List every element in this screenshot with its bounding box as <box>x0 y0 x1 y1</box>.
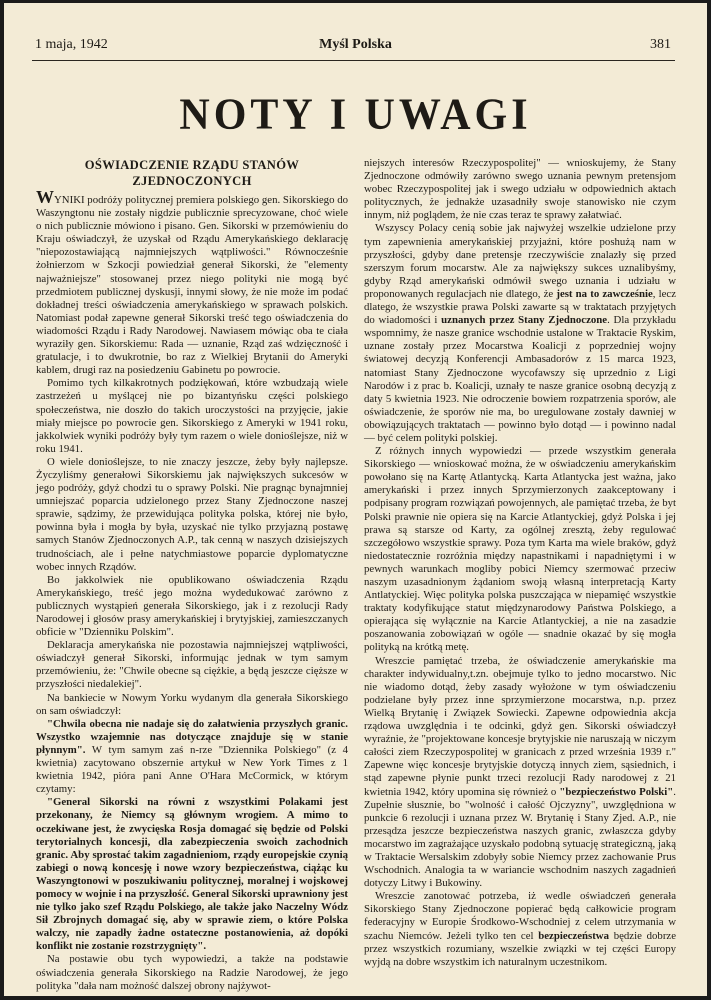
paragraph-text: będzie dobrze przez wszystkich rozumiany, wszelkie związki w tej części Europy wyjdą na dobre wszystkim ich naturalnym uczestnikom. <box>364 929 676 968</box>
paragraph <box>36 718 348 797</box>
paragraph-text: Wreszcie pamiętać trzeba, że oświadczenie amerykańskie ma charakter indywidualny,t.zn. obejmuje tylko to jedno mocarstwo. Nic nie wiadomo dotąd, żeby zasady wyłożone w tym oświadczeniu podzielane były przez inne sprzymierzone mocarstwa, n.p. przez Wielką Brytanię i Związek Sowiecki. Zapewne odpowiednia akcja rządowa uwzględnia i te odcinki, gdyż gen. Sikorski oświadczył wyraźnie, że "projektowane koncesje brytyjskie nie naruszają w niczym całości ziem Rzeczypospolitej w granicach z przed września 1939 r." Zapewne więc koncesje brytyjskie dotyczą innych ziem, sąsiednich, i stąd zapewne płynie punkt trzeci rezolucji Rady narodowej z 21 kwietnia 1942, który upomina się również o <box>364 654 676 798</box>
paragraph-text: . Dla przykładu wspomnimy, że nasze granice wschodnie ustalone w Traktacie Ryskim, uznane zostały przez Mocarstwa Koalicji z poprzedniej wojny światowej decyzją Konferencji Ambasadorów z 15 marca 1923, natomiast Stany Zjednoczone wycofawszy się uprzednio z Ligi Narodów i z prac b. Koalicji, uznały te nasze granice osobną decyzją z daty 5 kwietnia 1923. Nie odroczenie bowiem rozpatrzenia sporów, ale oświadczenie, że sporów nie ma, bo uregulowane zostały dawniej w obowiązujących traktatach — powinno było dotąd — i powinno nadal — być celem polityki polskiej. <box>364 314 677 444</box>
bold-quote-paragraph: "General Sikorski na równi z wszystkimi Polakami jest przekonany, że Niemcy są głównym wrogiem. A mimo to oczekiwane jest, że zwycięska Rosja domagać się będzie od Polski terytorialnych koncesji, dla zabezpieczenia swoich zachodnich granic. Aby sprostać takim zagadnieniom, rządy europejskie czynią zabiegi o nową koncesję i nowe wzory bezpieczeństwa, ciążąc ku Waszyngtonowi w poszukiwaniu politycznej, moralnej i wojskowej pomocy w wojnie i na przyszłość. General Sikorski uprawniony jest nie tylko jako szef Rządu Polskiego, ale także jako Naczelny Wódz Sił Zbrojnych domagać się, aby w sprawie ziem, o które Polska walczy, nie zapadły żadne ostateczne postanowienia, aż dopóki konflikt nie zostanie rozstrzygnięty". <box>36 796 348 953</box>
section-heading-line2: ZJEDNOCZONYCH <box>132 174 252 188</box>
paragraph-text: Wreszcie zanotować potrzeba, iż wedle oświadczeń generała Sikorskiego Stany Zjednoczone popierać będą całkowicie program federacyjny w Europie Środkowo-Wschodniej z celem utrzymania w szachu Niemców. Jeżeli tylko ten cel <box>364 890 676 942</box>
paragraph-text: . Zupełnie słusznie, bo "wolność i całość Ojczyzny", uwzględniona w punkcie 6 rezolucji i uznana przez W. Brytanię i Stany Zjed. A.P., nie przesądza jeszcze bezpieczeństwa naszych granic, zwłaszcza gdyby mocarstwo im zagrażające uzyskało podobną sytuację strategiczną, jaką w Traktacie Wersalskim zdobyły sobie Niemcy przez zachowanie Prus Wschodnich. Analogia ta w wariancie wschodnim naszych zagadnień dotyczy Litwy i Bukowiny. <box>364 785 676 890</box>
bold-phrase: jest na to zawcześnie <box>556 287 653 300</box>
bold-phrase: bezpieczeństwa <box>538 929 609 942</box>
paragraph: Deklaracja amerykańska nie pozostawia najmniejszej wątpliwości, oświadczył generał Sikorski, informując jednak w tym samym przemówieniu, że: "Chwile obecne są ciężkie, a będą jeszcze cięższe w przyszłości niedalekiej". <box>36 639 348 691</box>
paragraph-text: W tym samym zaś n-rze "Dziennika Polskiego" (z 4 kwietnia) zacytowano obszernie artykuł w New York Times z 1 kwietnia 1942, pióra pani Anne O'Hara McCormick, w którym czytamy: <box>36 743 348 796</box>
paragraph: niejszych interesów Rzeczypospolitej" — wnioskujemy, że Stany Zjednoczone odmówiły zarówno swego uznania pewnym pretensjom wobec Rzeczypospolitej jak i swego udziału w odpowiednich aktach politycznych, że jednakże uzasadniły swoje stanowisko nie czym innym, niż poglądem, że nie czas teraz te sprawy załatwiać. <box>364 157 676 222</box>
paragraph <box>364 890 676 969</box>
left-column <box>36 157 348 993</box>
bold-phrase: uznanych przez Stany Zjednoczone <box>441 314 608 327</box>
section-heading-line1: OŚWIADCZENIE RZĄDU STANÓW <box>84 158 300 172</box>
bold-quote: "Chwila obecna nie nadaje się do załatwienia przyszłych granic. Wszystko wzajemnie nas dotyczące znajduje się w stanie płynnym". <box>36 717 348 756</box>
paragraph: Z różnych innych wypowiedzi — przede wszystkim generała Sikorskiego — wnioskować można, że w oświadczeniu amerykańskim powołano się na Kartę Atlantycką. Karta Atlantycka jest ważna, jako amerykański i przez innych Sprzymierzonych zaakceptowany i podpisany program rozwiązań powojennych, ale pamiętać trzeba, że byt Polski prawnie nie opiera się na Karcie Atlantyckiej, gdyż Polska i jej prawa są starsze od Karty, za ogólnej zresztą, żeby regulować szczegółowo wszystkie sprawy. Poza tym Karta ma wiele braków, gdyż niedostatecznie rozróżnia między napastnikami i napadniętymi i w pewnych warunkach mogliby pobici Niemcy szermować przeciw naszym uzasadnionym żądaniom swoją własną interpretacją Karty Antlatyckiej. Więc polityka polska puszczająca w niepamięć wszystkie traktaty kodyfikujące statut międzynarodowy Państwa Polskiego, a opierająca się wyłącznie na Karcie Atlantyckiej, a nie na zasadzie poszanowania zobowiązań w ogóle — snadnie okazać by się mogła polityką na krótką metę. <box>364 445 676 654</box>
magazine-page <box>4 3 707 996</box>
page-number: 381 <box>650 37 671 52</box>
issue-date: 1 maja, 1942 <box>35 37 108 52</box>
page-title: NOTY I UWAGI <box>179 90 532 140</box>
paragraph: Na bankiecie w Nowym Yorku wydanym dla generała Sikorskiego on sam oświadczył: <box>36 691 348 717</box>
publication-name: Myśl Polska <box>319 37 392 52</box>
paragraph: Bo jakkolwiek nie opublikowano oświadczenia Rządu Amerykańskiego, treść jego można wydedukować zarówno z publicznych wystąpień generała Sikorskiego, jak i z rezolucji Rady Narodowej i głosów prasy amerykańskiej i brytyjskiej, zamieszczanych obficie w "Dzienniku Polskim". <box>36 573 348 639</box>
header-rule <box>32 60 675 61</box>
paragraph-text: , lecz dlatego, że wszystkie prawa Polski zawarte są w traktatach przyjętych do wiadomości i <box>364 287 676 327</box>
paragraph <box>36 187 348 377</box>
drop-cap: W <box>36 187 54 207</box>
right-column <box>364 157 676 969</box>
section-heading <box>36 157 348 189</box>
paragraph: Pomimo tych kilkakrotnych podziękowań, które wzbudzają wiele zastrzeżeń u myślącej nie po bizantyńsku części polskiego społeczeństwa, nie doszło do takich uroczystości na przyjęcie, jakie miały miejsce po powrocie gen. Sikorskiego z Ameryki w 1941 roku, jakkolwiek wyniki podróży były tym razem o wiele donioślejsze, niż w roku 1941. <box>36 377 348 455</box>
paragraph: O wiele donioślejsze, to nie znaczy jeszcze, żeby były najlepsze. Życzyliśmy generałowi Sikorskiemu jak największych sukcesów w jego podróży, gdyż chodzi tu o sprawy Polski. Nie pragnąc bynajmniej umniejszać poparcia udzielonego przez Stany Zjednoczone naszej sprawie, sądzimy, że przewidująca polityka polska, której nie było, powinna była i mogła by była, uzyskać nie tylko przyjazną postawę samych Stanów Zjednoczonych A.P., tak cenną w naszych dzisiejszych trudnościach, ale i pełne natychmiastowe poparcie dyplomatyczne wobec innych Rządów. <box>36 455 348 573</box>
paragraph <box>364 222 676 445</box>
paragraph: Na postawie obu tych wypowiedzi, a także na podstawie oświadczenia generała Sikorskiego na Radzie Narodowej, że jego polityka "dała nam możność dalszej obrony najżywot- <box>36 953 348 992</box>
bold-phrase: "bezpieczeństwo Polski" <box>559 785 674 798</box>
paragraph-text: YNIKI podróży politycznej premiera polskiego gen. Sikorskiego do Waszyngtonu nie zostały nigdzie publicznie sprecyzowane, choć wiele o nich publicznie mówiono i pisano. Gen. Sikorski w przemówieniu do Kraju oświadczył, że uzyskał od Rządu Amerykańskiego deklarację "niepozostawiającą najmniejszych wątpliwości." Równocześnie żołnierzom w Szkocji powiedział generał Sikorski, że "elementy najważniejsze" stosowanej przez niego polityki nie mogą być przedmiotem publicznej dyskusji, innymi słowy, że nie może im podać dokładnej treści oświadczenia amerykańskiego w sprawach polskich. Natomiast podał zapewne generał Sikorski treść tego oświadczenia do wiadomości Rządu i Rady Narodowej. Nawiasem mówiąc oba te ciała wyraziły gen. Sikorskiemu: Rada — uznanie, Rząd zaś wdzięczność i gratulacje, i to dwukrotnie, bo raz z Wielkiej Brytanii do Ameryki kablem, drugi raz na posiedzeniu Gabinetu po powrocie. <box>36 194 348 377</box>
paragraph-text: Wszyscy Polacy cenią sobie jak najwyżej wszelkie udzielone przy tym zapewnienia amerykańskiej przyjaźni, które poshużą nam w przyszłości, gdyby dane pretensje rzeczywiście znalazły się przed szerszym forum mocarstw. Ale za największy sukces uznalibyśmy, gdyby Rząd amerykański odmówił swego uznania i udziału w proponowanych regulacjach nie dlatego, że <box>364 222 676 300</box>
paragraph <box>364 655 676 891</box>
